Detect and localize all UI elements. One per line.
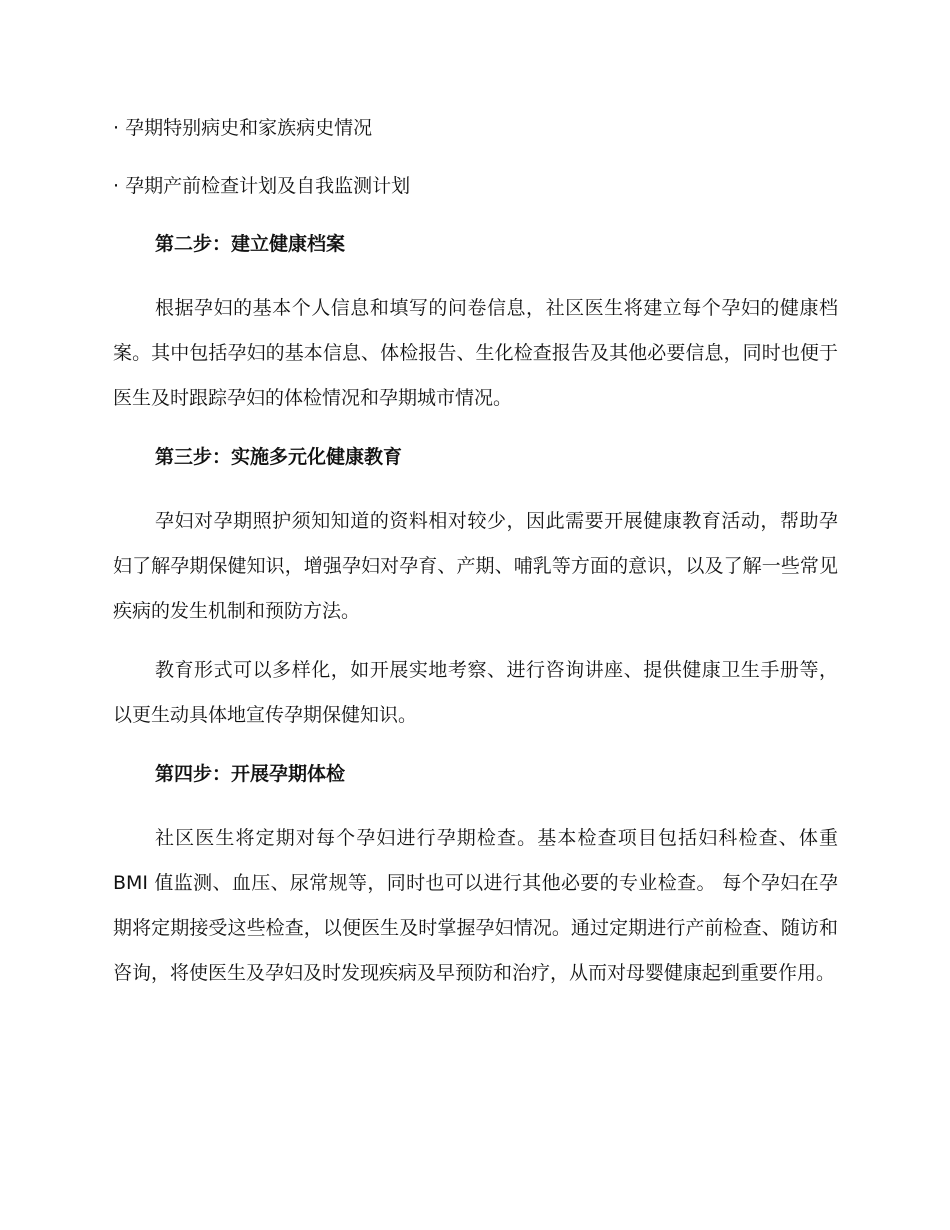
- section-heading-step4: 第四步：开展孕期体检: [155, 763, 346, 785]
- section-heading-step2: 第二步：建立健康档案: [155, 233, 346, 255]
- paragraph-step3-forms: 教育形式可以多样化，如开展实地考察、进行咨询讲座、提供健康卫生手册等，以更生动具体地宣传孕期保健知识。: [113, 659, 838, 726]
- paragraph-step4: 社区医生将定期对每个孕妇进行孕期检查。基本检查项目包括妇科检查、体重 BMI 值监测、血压、尿常规等，同时也可以进行其他必要的专业检查。 每个孕妇在孕期将定期接受这些检查，以便医生及时掌握孕妇情况。通过定期进行产前检查、随访和咨询，将使医生及孕妇及时发现疾病及早预防和治疗，从而对母婴健康起到重要作用。: [113, 827, 838, 984]
- bullet-item-history: · 孕期特别病史和家族病史情况: [113, 117, 373, 139]
- document-page: [113, 112, 838, 996]
- section-heading-step3: 第三步：实施多元化健康教育: [155, 446, 403, 468]
- paragraph-step3-education: 孕妇对孕期照护须知知道的资料相对较少，因此需要开展健康教育活动，帮助孕妇了解孕期保健知识，增强孕妇对孕育、产期、哺乳等方面的意识，以及了解一些常见疾病的发生机制和预防方法。: [113, 510, 838, 622]
- paragraph-step2: 根据孕妇的基本个人信息和填写的问卷信息，社区医生将建立每个孕妇的健康档案。其中包括孕妇的基本信息、体检报告、生化检查报告及其他必要信息，同时也便于医生及时跟踪孕妇的体检情况和孕期城市情况。: [113, 297, 838, 409]
- bullet-item-checkup-plan: · 孕期产前检查计划及自我监测计划: [113, 175, 411, 197]
